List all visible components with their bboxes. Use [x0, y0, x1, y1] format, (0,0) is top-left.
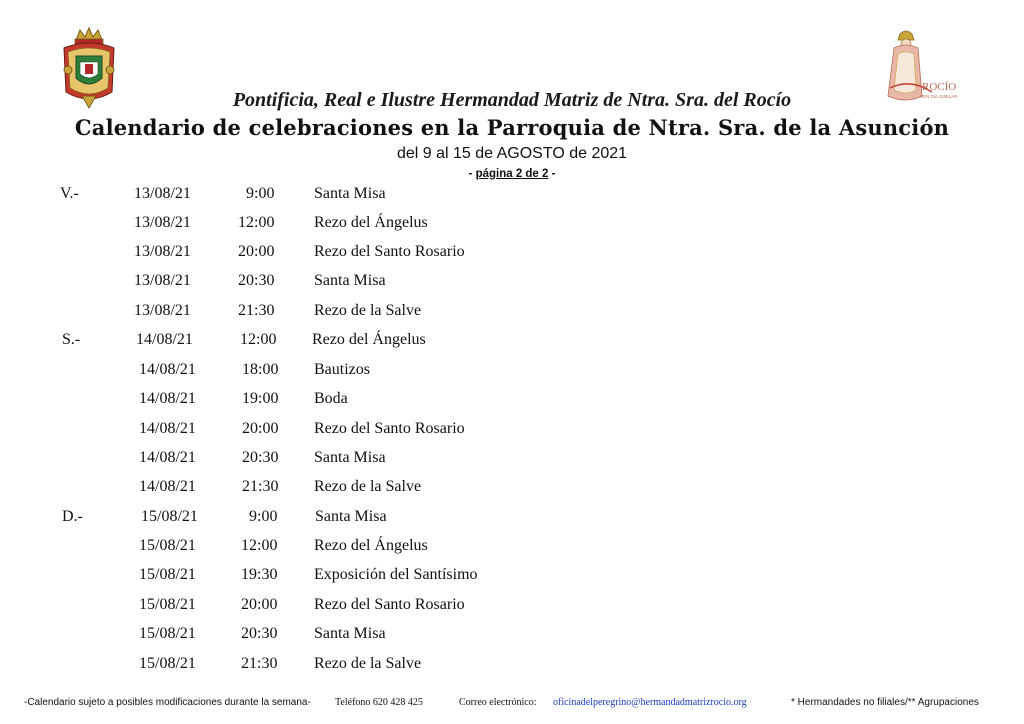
- event-time: 12:00: [238, 214, 275, 231]
- event-date: 13/08/21: [134, 185, 191, 202]
- footer-phone: Teléfono 620 428 425: [335, 697, 423, 708]
- event-time: 20:00: [241, 596, 278, 613]
- event-date: 15/08/21: [139, 596, 196, 613]
- event-name: Rezo del Santo Rosario: [314, 243, 465, 260]
- event-name: Bautizos: [314, 361, 370, 378]
- event-date: 14/08/21: [139, 478, 196, 495]
- page-indicator: [0, 168, 1024, 180]
- event-name: Rezo de la Salve: [314, 302, 422, 319]
- event-date: 13/08/21: [134, 272, 191, 289]
- event-name: Rezo del Ángelus: [312, 331, 426, 348]
- page-number-label: página 2 de 2: [475, 168, 549, 180]
- event-date: 13/08/21: [134, 214, 191, 231]
- event-name: Santa Misa: [315, 508, 387, 525]
- footer-note: * Hermandades no filiales/** Agrupaciones: [791, 697, 979, 708]
- event-time: 20:30: [241, 625, 278, 642]
- event-date: 14/08/21: [139, 390, 196, 407]
- event-time: 12:00: [240, 331, 277, 348]
- event-date: 14/08/21: [139, 420, 196, 437]
- event-name: Santa Misa: [314, 625, 386, 642]
- day-label: V.-: [60, 185, 79, 202]
- footer-email-link[interactable]: oficinadelperegrino@hermandadmatrizrocio.org: [553, 697, 747, 708]
- event-date: 14/08/21: [139, 449, 196, 466]
- event-time: 9:00: [249, 508, 278, 525]
- footer-email-label: Correo electrónico:: [459, 697, 537, 708]
- brotherhood-name: Pontificia, Real e Ilustre Hermandad Matriz de Ntra. Sra. del Rocío: [232, 89, 792, 111]
- event-name: Rezo del Santo Rosario: [314, 420, 465, 437]
- event-date: 15/08/21: [139, 566, 196, 583]
- day-label: D.-: [62, 508, 83, 525]
- page-title: Calendario de celebraciones en la Parroquia de Ntra. Sra. de la Asunción: [74, 115, 950, 140]
- jubilee-logo-text: ROCÍO: [922, 81, 957, 93]
- jubilee-logo-subtext: VEN DÍA JUBILAR: [920, 94, 958, 99]
- event-name: Santa Misa: [314, 272, 386, 289]
- event-name: Exposición del Santísimo: [314, 566, 478, 583]
- event-time: 21:30: [242, 478, 279, 495]
- page-indicator-prefix: -: [468, 168, 476, 180]
- event-date: 15/08/21: [141, 508, 198, 525]
- event-name: Rezo del Santo Rosario: [314, 596, 465, 613]
- footer-disclaimer: -Calendario sujeto a posibles modificaciones durante la semana-: [24, 697, 311, 708]
- event-date: 13/08/21: [134, 302, 191, 319]
- event-date: 15/08/21: [139, 537, 196, 554]
- event-name: Rezo de la Salve: [314, 478, 422, 495]
- event-name: Santa Misa: [314, 449, 386, 466]
- event-time: 20:00: [242, 420, 279, 437]
- event-date: 14/08/21: [139, 361, 196, 378]
- event-time: 12:00: [241, 537, 278, 554]
- event-time: 19:00: [242, 390, 279, 407]
- event-date: 15/08/21: [139, 625, 196, 642]
- event-name: Rezo del Ángelus: [314, 214, 428, 231]
- event-date: 14/08/21: [136, 331, 193, 348]
- event-date: 13/08/21: [134, 243, 191, 260]
- event-name: Santa Misa: [314, 185, 386, 202]
- date-range: del 9 al 15 de AGOSTO de 2021: [396, 145, 628, 162]
- event-time: 18:00: [242, 361, 279, 378]
- event-time: 21:30: [241, 655, 278, 672]
- day-label: S.-: [62, 331, 81, 348]
- event-time: 9:00: [246, 185, 275, 202]
- event-date: 15/08/21: [139, 655, 196, 672]
- event-time: 20:30: [242, 449, 279, 466]
- event-time: 20:30: [238, 272, 275, 289]
- event-name: Boda: [314, 390, 348, 407]
- event-time: 20:00: [238, 243, 275, 260]
- event-name: Rezo de la Salve: [314, 655, 422, 672]
- event-name: Rezo del Ángelus: [314, 537, 428, 554]
- event-time: 19:30: [241, 566, 278, 583]
- page-indicator-suffix: -: [548, 168, 556, 180]
- event-time: 21:30: [238, 302, 275, 319]
